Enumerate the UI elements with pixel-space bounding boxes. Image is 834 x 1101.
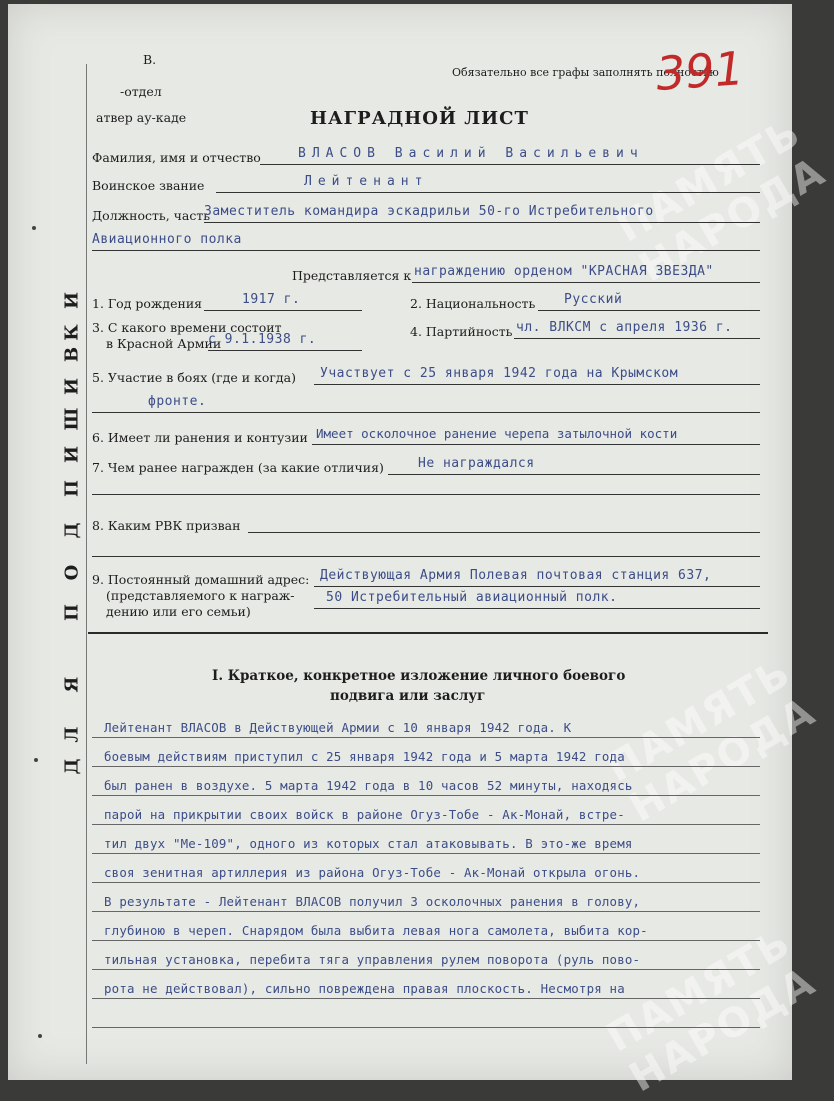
corner-mark: В. [143, 52, 157, 67]
position-label: Должность, часть [92, 208, 211, 223]
underline [92, 1027, 760, 1028]
awards-value: Не награждался [418, 456, 535, 471]
rvk-label: 8. Каким РВК призван [92, 518, 241, 533]
rank-value: Лейтенант [304, 174, 429, 189]
page-title: НАГРАДНОЙ ЛИСТ [310, 108, 529, 129]
name-label: Фамилия, имя и отчество [92, 150, 261, 165]
side-caption-letter: П [61, 480, 83, 497]
underline [314, 586, 760, 587]
binding-mark [32, 226, 36, 230]
narrative-line: тил двух "Ме-109", одного из которых стал атаковывать. В это-же время [104, 836, 633, 851]
side-caption-letter: Ш [61, 407, 83, 431]
underline [92, 969, 760, 970]
name-value: ВЛАСОВ Василий Васильевич [298, 146, 644, 161]
underline [92, 412, 760, 413]
narrative-line: Лейтенант ВЛАСОВ в Действующей Армии с 10 января 1942 года. К [104, 720, 572, 735]
section-label: атвер ау-каде [96, 110, 187, 125]
narrative-line: парой на прикрытии своих войск в районе Огуз-Тобе - Ак-Монай, встре- [104, 807, 625, 822]
mandatory-note: Обязательно все графы заполнять полностью [452, 66, 719, 79]
side-caption-letter: В [61, 346, 83, 363]
underline [92, 766, 760, 767]
narrative-line: рота не действовал), сильно повреждена правая плоскость. Несмотря на [104, 981, 625, 996]
battles-value-line-1: Участвует с 25 января 1942 года на Крымском [320, 366, 679, 381]
party-value: чл. ВЛКСМ с апреля 1936 г. [516, 320, 733, 335]
birth-value: 1917 г. [242, 292, 301, 307]
side-caption-letter: О [61, 564, 83, 581]
underline [204, 310, 362, 311]
archive-stamp-number: 391 [654, 41, 746, 101]
address-label-line-3: дению или его семьи) [106, 604, 251, 619]
nationality-label: 2. Национальность [410, 296, 536, 311]
underline [92, 824, 760, 825]
battles-value-line-2: фронте. [148, 394, 207, 409]
department-label: -отдел [120, 84, 162, 99]
side-caption-letter: Я [61, 676, 83, 693]
underline [92, 940, 760, 941]
underline [312, 444, 760, 445]
side-caption-letter: Д [61, 522, 83, 539]
section-heading-line-2: подвига или заслуг [330, 688, 486, 704]
battles-label: 5. Участие в боях (где и когда) [92, 370, 296, 385]
watermark: ПАМЯТЬ НАРОДА [608, 109, 834, 292]
narrative-line: В результате - Лейтенант ВЛАСОВ получил 3 осколочных ранения в голову, [104, 894, 641, 909]
side-caption-letter: П [61, 604, 83, 621]
nominated-label: Представляется к [292, 268, 412, 283]
binding-mark [34, 758, 38, 762]
underline [216, 192, 760, 193]
watermark: ПАМЯТЬ НАРОДА [598, 649, 824, 832]
underline [92, 795, 760, 796]
wounds-label: 6. Имеет ли ранения и контузии [92, 430, 308, 445]
narrative-line: своя зенитная артиллерия из района Огуз-Тобе - Ак-Монай открыла огонь. [104, 865, 641, 880]
binding-mark [38, 1034, 42, 1038]
underline [92, 556, 760, 557]
wounds-value: Имеет осколочное ранение черепа затылочной кости [316, 426, 678, 441]
address-value-line-1: Действующая Армия Полевая почтовая станция 637, [320, 568, 712, 583]
underline [248, 532, 760, 533]
side-caption-letter: К [61, 324, 83, 341]
underline [92, 998, 760, 999]
position-value-line-1: Заместитель командира эскадрильи 50-го Истребительного [204, 204, 654, 219]
underline [412, 282, 760, 283]
underline [92, 853, 760, 854]
side-caption-letter: И [61, 378, 83, 396]
narrative-line: тильная установка, перебита тяга управления рулем поворота (руль пово- [104, 952, 641, 967]
nominated-value: награждению орденом "КРАСНАЯ ЗВЕЗДА" [414, 264, 714, 279]
side-caption-letter: Л [61, 726, 83, 743]
underline [514, 338, 760, 339]
position-value-line-2: Авиационного полка [92, 232, 242, 247]
service-value: с 9.1.1938 г. [208, 332, 317, 347]
underline [204, 222, 760, 223]
side-caption-letter: И [61, 446, 83, 464]
narrative-line: боевым действиям приступил с 25 января 1942 года и 5 марта 1942 года [104, 749, 625, 764]
underline [314, 608, 760, 609]
underline [388, 474, 760, 475]
underline [314, 384, 760, 385]
service-label-line-2: в Красной Армии [106, 336, 222, 351]
birth-label: 1. Год рождения [92, 296, 203, 311]
side-caption-letter: И [61, 292, 83, 310]
nationality-value: Русский [564, 292, 623, 307]
underline [92, 737, 760, 738]
section-divider [88, 632, 768, 634]
award-sheet [8, 4, 834, 1101]
address-label-line-1: 9. Постоянный домашний адрес: [92, 572, 310, 587]
awards-label: 7. Чем ранее награжден (за какие отличия) [92, 460, 384, 475]
address-value-line-2: 50 Истребительный авиационный полк. [326, 590, 618, 605]
rank-label: Воинское звание [92, 178, 205, 193]
underline [92, 250, 760, 251]
watermark: ПАМЯТЬ НАРОДА [598, 919, 824, 1101]
section-heading-line-1: I. Краткое, конкретное изложение личного боевого [212, 668, 626, 684]
side-caption-letter: Д [61, 758, 83, 775]
underline [92, 911, 760, 912]
underline [538, 310, 760, 311]
address-label-line-2: (представляемого к награж- [106, 588, 295, 603]
margin-line [86, 64, 87, 1064]
underline [92, 882, 760, 883]
underline [92, 494, 760, 495]
party-label: 4. Партийность [410, 324, 513, 339]
underline [208, 350, 362, 351]
underline [260, 164, 760, 165]
narrative-line: был ранен в воздухе. 5 марта 1942 года в 10 часов 52 минуты, находясь [104, 778, 633, 793]
service-label-line-1: 3. С какого времени состоит [92, 320, 282, 335]
narrative-line: глубиною в череп. Снарядом была выбита левая нога самолета, выбита кор- [104, 923, 648, 938]
